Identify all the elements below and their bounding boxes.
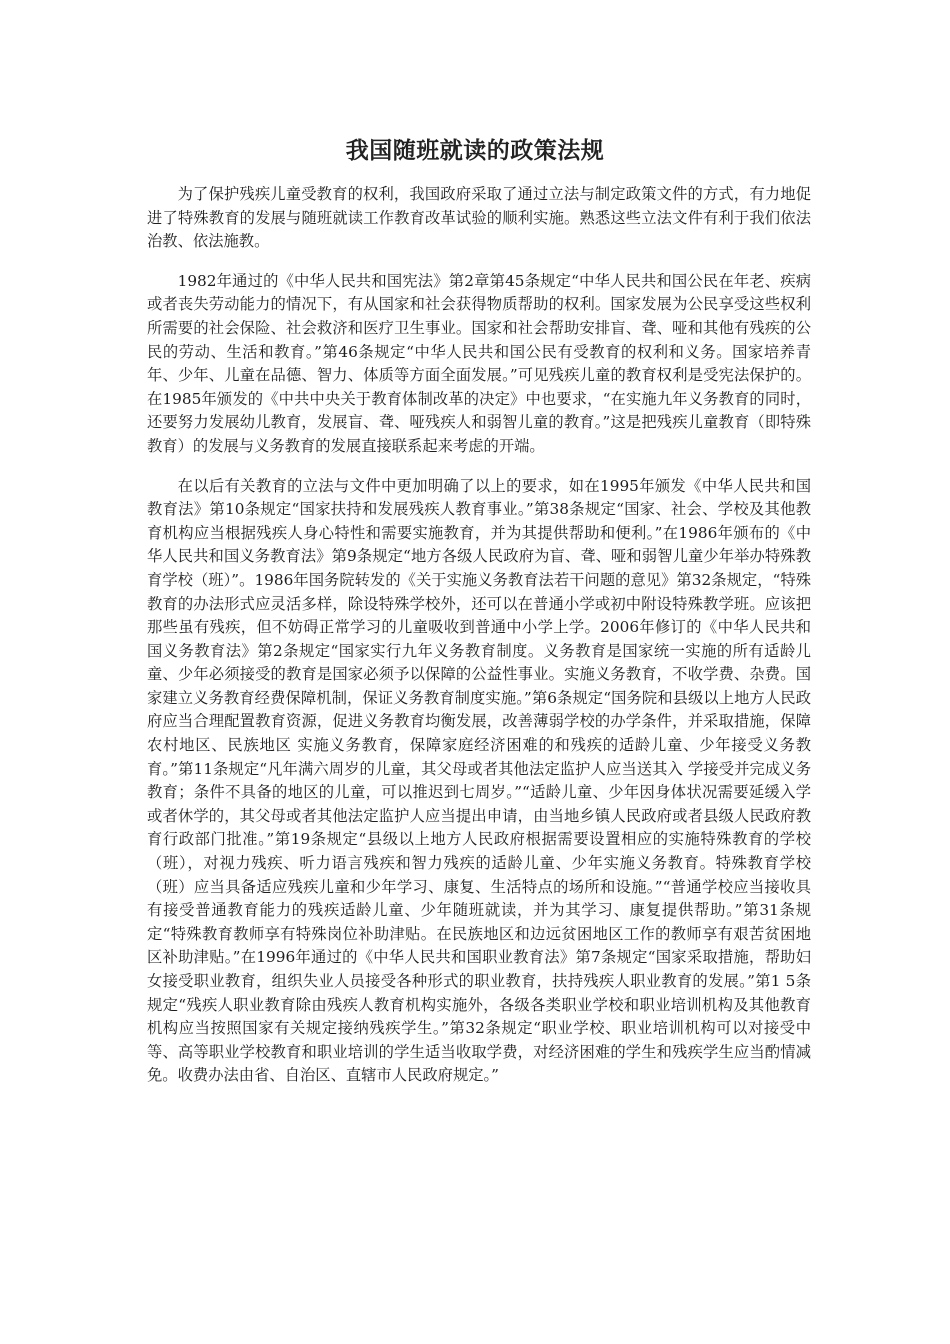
paragraph-constitution: 1982年通过的《中华人民共和国宪法》第2章第45条规定“中华人民共和国公民在年老、疾病或者丧失劳动能力的情况下，有从国家和社会获得物质帮助的权利。国家发展为公民享受这些权利所需要的社会保险、社会救济和医疗卫生事业。国家和社会帮助安排盲、聋、哑和其他有残疾的公民的劳动、生活和教育。”第46条规定“中华人民共和国公民有受教育的权利和义务。国家培养青年、少年、儿童在品德、智力、体质等方面全面发展。”可见残疾儿童的教育权利是受宪法保护的。在1985年颁发的《中共中央关于教育体制改革的决定》中也要求，“在实施九年义务教育的同时，还要努力发展幼儿教育，发展盲、聋、哑残疾人和弱智儿童的教育。”这是把残疾儿童教育（即特殊教育）的发展与义务教育的发展直接联系起来考虑的开端。 xyxy=(147,271,811,455)
paragraph-education-laws: 在以后有关教育的立法与文件中更加明确了以上的要求，如在1995年颁发《中华人民共和国教育法》第10条规定“国家扶持和发展残疾人教育事业。”第38条规定“国家、社会、学校及其他教育机构应当根据残疾人身心特性和需要实施教育，并为其提供帮助和便利。”在1986年颁布的《中华人民共和国义务教育法》第9条规定“地方各级人民政府为盲、聋、哑和弱智儿童少年举办特殊教育学校（班）”。1986年国务院转发的《关于实施义务教育法若干问题的意见》第32条规定，“特殊教育的办法形式应灵活多样，除设特殊学校外，还可以在普通小学或初中附设特殊教学班。应该把那些虽有残疾，但不妨碍正常学习的儿童吸收到普通中小学上学。2006年修订的《中华人民共和国义务教育法》第2条规定“国家实行九年义务教育制度。义务教育是国家统一实施的所有适龄儿童、少年必须接受的教育是国家必须予以保障的公益性事业。实施义务教育，不收学费、杂费。国家建立义务教育经费保障机制，保证义务教育制度实施。”第6条规定“国务院和县级以上地方人民政府应当合理配置教育资源，促进义务教育均衡发展，改善薄弱学校的办学条件，并采取措施，保障农村地区、民族地区 实施义务教育，保障家庭经济困难的和残疾的适龄儿童、少年接受义务教育。”第11条规定“凡年满六周岁的儿童，其父母或者其他法定监护人应当送其入 学接受并完成义务教育；条件不具备的地区的儿童，可以推迟到七周岁。”“适龄儿童、少年因身体状况需要延缓入学或者休学的，其父母或者其他法定监护人应当提出申请，由当地乡镇人民政府或者县级人民政府教育行政部门批准。”第19条规定“县级以上地方人民政府根据需要设置相应的实施特殊教育的学校（班），对视力残疾、听力语言残疾和智力残疾的适龄儿童、少年实施义务教育。特殊教育学校（班）应当具备适应残疾儿童和少年学习、康复、生活特点的场所和设施。”“普通学校应当接收具有接受普通教育能力的残疾适龄儿童、少年随班就读，并为其学习、康复提供帮助。”第31条规定“特殊教育教师享有特殊岗位补助津贴。在民族地区和边远贫困地区工作的教师享有艰苦贫困地区补助津贴。”在1996年通过的《中华人民共和国职业教育法》第7条规定“国家采取措施，帮助妇女接受职业教育，组织失业人员接受各种形式的职业教育，扶持残疾人职业教育的发展。”第1 5条规定“残疾人职业教育除由残疾人教育机构实施外，各级各类职业学校和职业培训机构及其他教育机构应当按照国家有关规定接纳残疾学生。”第32条规定“职业学校、职业培训机构可以对接受中等、高等职业学校教育和职业培训的学生适当收取学费，对经济困难的学生和残疾学生应当酌情减免。收费办法由省、自治区、直辖市人民政府规定。” xyxy=(147,476,811,1085)
document-title: 我国随班就读的政策法规 xyxy=(345,138,605,164)
document-body xyxy=(147,183,811,1104)
paragraph-intro: 为了保护残疾儿童受教育的权利，我国政府采取了通过立法与制定政策文件的方式，有力地促进了特殊教育的发展与随班就读工作教育改革试验的顺利实施。熟悉这些立法文件有利于我们依法治教、依法施教。 xyxy=(147,185,811,251)
